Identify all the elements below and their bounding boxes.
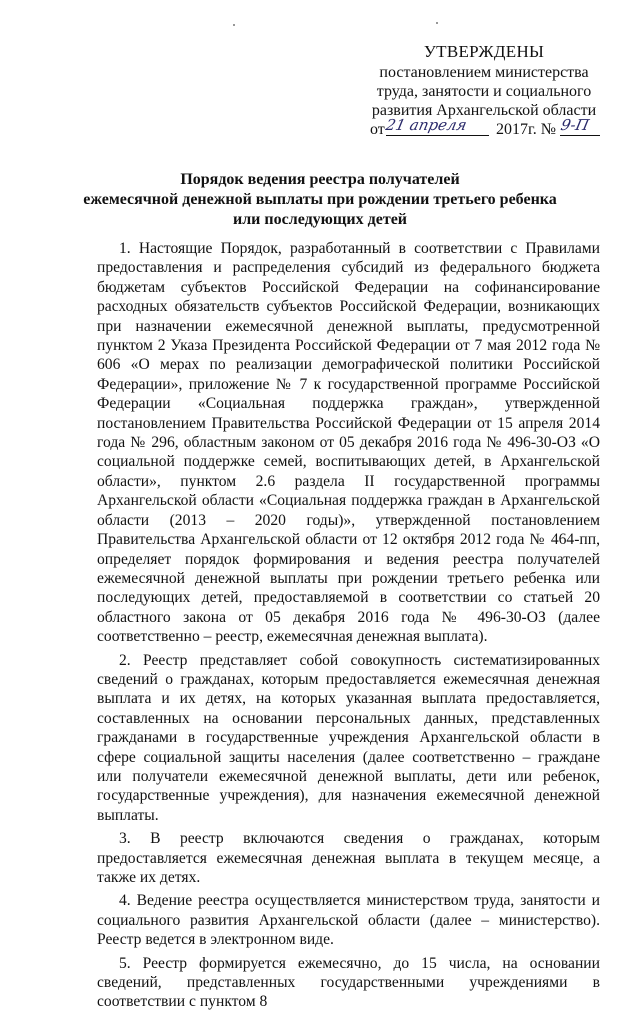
date-underline	[386, 135, 489, 136]
document-title	[40, 170, 600, 230]
scan-speck	[436, 22, 438, 24]
approval-line: постановлением министерства	[379, 64, 589, 81]
title-line: ежемесячной денежной выплаты при рождении третьего ребенка	[83, 191, 557, 208]
paragraph-5: 5. Реестр формируется ежемесячно, до 15 числа, на основании сведений, представленных государственными учреждениями в соответствии с пунктом 8	[97, 954, 600, 1011]
paragraph-2: 2. Реестр представляет собой совокупность систематизированных сведений о гражданах, которым предоставляется ежемесячная денежная выплата и их детях, на которых указанная выплата предоставляется, составленных на основании персональных данных, представленных гражданами в государственные учреждения Архангельской области в сфере социальной защиты населения (далее соответственно – граждане или получатели ежемесячной денежной выплаты, дети или ребенок, государственные учреждения), для назначения ежемесячной денежной выплаты.	[97, 651, 600, 824]
paragraph-3: 3. В реестр включаются сведения о гражданах, которым предоставляется ежемесячная денежная выплата в текущем месяце, а также их детях.	[97, 830, 600, 886]
approval-block	[364, 42, 604, 139]
approval-heading: УТВЕРЖДЕНЫ	[423, 42, 545, 61]
scan-speck	[233, 24, 235, 26]
title-line: Порядок ведения реестра получателей	[180, 171, 460, 188]
handwritten-number: 9-П	[559, 116, 591, 134]
number-underline	[560, 135, 600, 136]
date-year: 2017г. №	[496, 121, 557, 138]
approval-date-line	[364, 116, 604, 139]
document-body	[97, 239, 600, 1016]
date-prefix: от	[370, 121, 385, 138]
approval-line: развития Архангельской области	[371, 102, 597, 119]
title-line: или последующих детей	[232, 211, 408, 228]
approval-line: труда, занятости и социального	[376, 83, 592, 100]
paragraph-4: 4. Ведение реестра осуществляется министерством труда, занятости и социального развития Архангельской области (далее – министерство). Реестр ведется в электронном виде.	[97, 892, 600, 949]
handwritten-date: 21 апреля	[384, 116, 469, 134]
paragraph-1: 1. Настоящие Порядок, разработанный в соответствии с Правилами предоставления и распределения субсидий из федерального бюджета бюджетам субъектов Российской Федерации на софинансирование расходных обязательств субъектов Российской Федерации, возникающих при назначении ежемесячной денежной выплаты, предусмотренной пунктом 2 Указа Президента Российской Федерации от 7 мая 2012 года № 606 «О мерах по реализации демографической политики Российской Федерации», приложение № 7 к государственной программе Российской Федерации «Социальная поддержка граждан», утвержденной постановлением Правительства Российской Федерации от 15 апреля 2014 года № 296, областным законом от 05 декабря 2016 года № 496-30-ОЗ «О социальной поддержке семей, воспитывающих детей, в Архангельской области», пунктом 2.6 раздела II государственной программы Архангельской области «Социальная поддержка граждан в Архангельской области (2013 – 2020 годы)», утвержденной постановлением Правительства Архангельской области от 12 октября 2012 года № 464-пп, определяет порядок формирования и ведения реестра получателей ежемесячной денежной выплаты при рождении третьего ребенка или последующих детей, предоставляемой в соответствии со статьей 20 областного закона от 05 декабря 2016 года № 496-30-ОЗ (далее соответственно – реестр, ежемесячная денежная выплата).	[97, 240, 600, 646]
